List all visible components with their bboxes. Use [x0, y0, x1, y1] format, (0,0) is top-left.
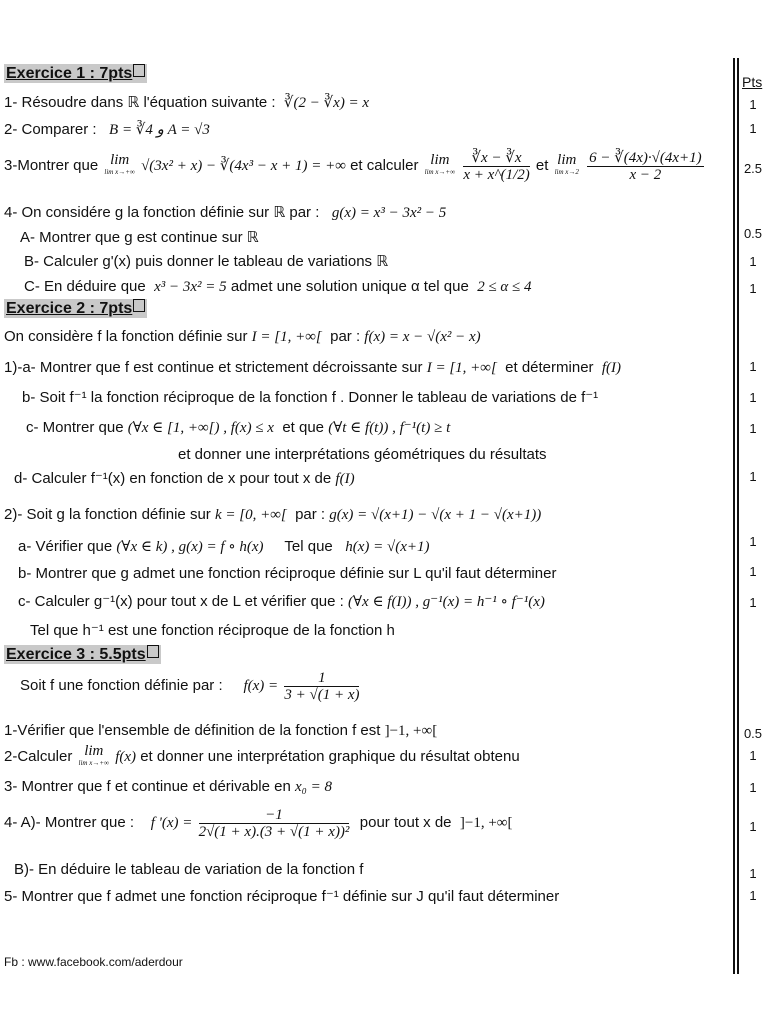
ex1-q4B: B- Calculer g'(x) puis donner le tableau de variations ℝ — [24, 253, 389, 270]
points-ex1-q4A: 0.5 — [743, 226, 763, 241]
ex2-q2b: b- Montrer que g admet une fonction réciproque définie sur L qu'il faut déterminer — [18, 565, 557, 582]
exercise-3-title: Exercice 3 : 5.5pts — [4, 645, 161, 664]
ex1-q3: 3-Montrer que lim lim x→+∞ √(3x² + x) − ∛(4x³ − x + 1) = +∞ et calculer lim lim x→+∞ $\frac{∛x - ∛x}{x + x\^{}(1/2)}$ et lim lim x→2 $\frac{6 - ∛(4x)\cdot√(4x+1)}{x - 2}$ — [4, 149, 702, 183]
ex2-q2a: a- Vérifier que (∀x ∈ k) , g(x) = f ∘ h(x) Tel que h(x) = √(x+1) — [18, 538, 430, 555]
points-ex1-q2: 1 — [749, 121, 757, 136]
ex3-q2: 2-Calculer lim lim x→+∞ f(x) et donner une interprétation graphique du résultat obtenu — [4, 743, 520, 768]
fraction-f: $\frac{1}{3 + √(1 + x)}$ — [284, 669, 360, 703]
ex2-q2c-cont: Tel que h⁻¹ est une fonction réciproque de la fonction h — [30, 622, 395, 639]
ex3-q1: 1-Vérifier que l'ensemble de définition de la fonction f est ]−1, +∞[ — [4, 722, 438, 739]
checkbox-icon — [133, 64, 145, 77]
footer-facebook-link[interactable]: Fb : www.facebook.com/aderdour — [4, 955, 183, 969]
ex2-q1b: b- Soit f⁻¹ la fonction réciproque de la fonction f . Donner le tableau de variations de f⁻¹ — [22, 389, 599, 406]
ex3-q4B: B)- En déduire le tableau de variation de la fonction f — [14, 861, 364, 878]
points-ex3-q4B: 1 — [749, 866, 757, 881]
points-ex3-q2: 1 — [749, 748, 757, 763]
ex2-intro: On considère f la fonction définie sur I = [1, +∞[ par : f(x) = x − √(x² − x) — [4, 328, 481, 345]
limit-1: lim lim x→+∞ — [104, 152, 135, 177]
checkbox-icon — [133, 299, 145, 312]
points-ex3-q4A: 1 — [749, 819, 757, 834]
ex3-intro: Soit f une fonction définie par : f(x) = $\frac{1}{3 + √(1 + x)}$ — [20, 669, 360, 703]
ex2-q1c: c- Montrer que (∀x ∈ [1, +∞[) , f(x) ≤ x et que (∀t ∈ f(t)) , f⁻¹(t) ≥ t — [26, 419, 451, 436]
points-column-rule-right — [737, 58, 739, 974]
points-ex2-q1d: 1 — [749, 469, 757, 484]
ex1-q1-math: ∛(2 − ∛x) = x — [283, 95, 370, 111]
fraction-derivative: $\frac{-1}{\text{2√(1 + x).(3 + √(1 + x))²}}$ — [198, 806, 350, 840]
points-column-rule-left — [733, 58, 735, 974]
points-ex2-q1a: 1 — [749, 359, 757, 374]
ex3-q3: 3- Montrer que f et continue et dérivable en x₀ = 8 — [4, 778, 333, 795]
limit-3: lim lim x→2 — [554, 152, 579, 177]
ex2-q1d: d- Calculer f⁻¹(x) en fonction de x pour tout x de f(I) — [14, 470, 355, 487]
ex1-q4A: A- Montrer que g est continue sur ℝ — [20, 229, 259, 246]
points-ex3-q1: 0.5 — [743, 726, 763, 741]
limit-ex3: lim lim x→+∞ — [78, 743, 110, 768]
points-ex1-q4C: 1 — [749, 281, 757, 296]
points-ex2-q2a: 1 — [749, 534, 757, 549]
ex2-q2c: c- Calculer g⁻¹(x) pour tout x de L et vérifier que : (∀x ∈ f(I)) , g⁻¹(x) = h⁻¹ ∘ f⁻¹(x) — [18, 593, 545, 610]
checkbox-icon — [147, 645, 159, 658]
fraction-3: $\frac{6 - ∛(4x)\cdot√(4x+1)}{x - 2}$ — [589, 149, 702, 183]
points-ex2-q2c: 1 — [749, 595, 757, 610]
limit-2: lim lim x→+∞ — [424, 152, 456, 177]
ex1-q4-math: g(x) = x³ − 3x² − 5 — [331, 205, 447, 221]
exercise-1-title: Exercice 1 : 7pts — [4, 64, 147, 83]
ex3-q5: 5- Montrer que f admet une fonction réciproque f⁻¹ définie sur J qu'il faut déterminer — [4, 888, 560, 905]
ex1-q2-math: B = ∛4 و A = √3 — [109, 122, 210, 138]
points-ex2-q1b: 1 — [749, 390, 757, 405]
ex1-q4C: C- En déduire que x³ − 3x² = 5 admet une solution unique α tel que 2 ≤ α ≤ 4 — [24, 278, 532, 295]
ex1-q2: 2- Comparer : B = ∛4 و A = √3 — [4, 121, 210, 138]
ex2-q2: 2)- Soit g la fonction définie sur k = [0, +∞[ par : g(x) = √(x+1) − √(x + 1 − √(x+1)) — [4, 506, 542, 523]
ex2-q1a: 1)-a- Montrer que f est continue et strictement décroissante sur I = [1, +∞[ et déterminer f(I) — [4, 359, 622, 376]
ex1-q4: 4- On considére g la fonction définie sur ℝ par : g(x) = x³ − 3x² − 5 — [4, 204, 447, 221]
ex3-q4: 4- A)- Montrer que : f '(x) = $\frac{-1}{\text{2√(1 + x).(3 + √(1 + x))²}}$ pour tout x de ]−1, +∞[ — [4, 806, 513, 840]
points-ex3-q5: 1 — [749, 888, 757, 903]
points-header: Pts — [742, 74, 763, 90]
points-ex1-q3: 2.5 — [743, 161, 763, 176]
points-ex2-q1c: 1 — [749, 421, 757, 436]
points-ex1-q4B: 1 — [749, 254, 757, 269]
fraction-2: $\frac{∛x - ∛x}{x + x\^{}(1/2)}$ — [463, 149, 530, 183]
points-ex2-q2b: 1 — [749, 564, 757, 579]
points-ex3-q3: 1 — [749, 780, 757, 795]
exercise-2-title: Exercice 2 : 7pts — [4, 299, 147, 318]
ex1-q1: 1- Résoudre dans ℝ l'équation suivante : ∛(2 − ∛x) = x — [4, 94, 370, 111]
ex2-q1c-cont: et donner une interprétations géométriques du résultats — [178, 446, 547, 463]
points-ex1-q1: 1 — [749, 97, 757, 112]
